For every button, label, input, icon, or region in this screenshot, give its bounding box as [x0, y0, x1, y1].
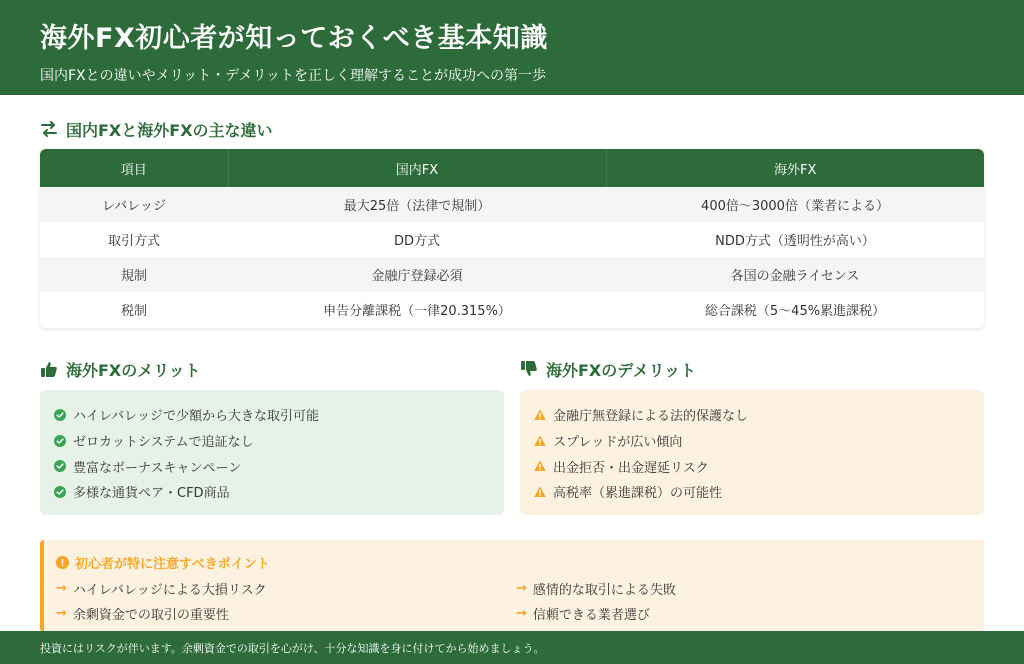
table-cell: レバレッジ	[40, 187, 228, 222]
merit-text: 多様な通貨ペア・CFD商品	[73, 486, 230, 502]
arrow-right-icon: →	[56, 581, 67, 596]
list-item	[54, 453, 504, 479]
page-header	[0, 0, 1024, 95]
table-cell: 規制	[40, 257, 228, 292]
comparison-section-title	[40, 118, 273, 140]
merits-section-title	[40, 358, 201, 380]
list-item	[534, 402, 984, 428]
column-header-item: 項目	[40, 149, 228, 187]
caution-text: ハイレバレッジによる大損リスク	[72, 583, 267, 598]
list-item	[534, 428, 984, 454]
page-footer	[0, 631, 1024, 664]
page-subtitle: 国内FXとの違いやメリット・デメリットを正しく理解することが成功への第一歩	[40, 68, 546, 84]
check-circle-icon	[54, 460, 66, 472]
table-cell: 各国の金融ライセンス	[606, 257, 984, 292]
check-circle-icon	[54, 409, 66, 421]
caution-title	[56, 552, 984, 572]
exclamation-circle-icon	[56, 556, 69, 569]
table-cell: 最大25倍（法律で規制）	[228, 187, 606, 222]
list-item	[54, 479, 504, 505]
list-item	[54, 428, 504, 454]
merits-box	[40, 390, 504, 515]
demerits-title-text: 海外FXのデメリット	[546, 360, 696, 380]
exchange-arrows-icon	[40, 120, 58, 138]
caution-item	[56, 601, 516, 626]
caution-text: 余剰資金での取引の重要性	[72, 608, 229, 623]
comparison-title-text: 国内FXと海外FXの主な違い	[66, 120, 273, 140]
comparison-table-card	[40, 149, 984, 328]
demerit-text: 出金拒否・出金遅延リスク	[553, 460, 709, 476]
merits-title-text: 海外FXのメリット	[66, 360, 201, 380]
comparison-table	[40, 149, 984, 327]
table-cell: 400倍〜3000倍（業者による）	[606, 187, 984, 222]
table-cell: 税制	[40, 292, 228, 327]
caution-item	[516, 601, 976, 626]
merit-text: ゼロカットシステムで追証なし	[73, 435, 254, 451]
arrow-right-icon: →	[516, 606, 527, 621]
list-item	[534, 453, 984, 479]
merit-text: 豊富なボーナスキャンペーン	[73, 460, 242, 476]
table-cell: 総合課税（5〜45%累進課税）	[606, 292, 984, 327]
page-title: 海外FX初心者が知っておくべき基本知識	[40, 23, 548, 54]
thumbs-down-icon	[520, 360, 538, 378]
arrow-right-icon: →	[516, 581, 527, 596]
table-row	[40, 292, 984, 327]
caution-text: 感情的な取引による失敗	[532, 583, 676, 598]
footer-disclaimer: 投資にはリスクが伴います。余剰資金での取引を心がけ、十分な知識を身に付けてから始めましょう。	[40, 641, 545, 655]
warning-triangle-icon	[534, 486, 546, 498]
column-header-domestic: 国内FX	[228, 149, 606, 187]
demerits-section-title	[520, 358, 696, 380]
table-cell: NDD方式（透明性が高い）	[606, 222, 984, 257]
merit-text: ハイレバレッジで少額から大きな取引可能	[73, 409, 319, 425]
caution-title-text: 初心者が特に注意すべきポイント	[75, 556, 270, 572]
demerit-text: 高税率（累進課税）の可能性	[553, 486, 723, 502]
caution-item	[516, 576, 976, 601]
check-circle-icon	[54, 435, 66, 447]
warning-triangle-icon	[534, 435, 546, 447]
column-header-overseas: 海外FX	[606, 149, 984, 187]
table-row	[40, 222, 984, 257]
demerit-text: スプレッドが広い傾向	[553, 435, 683, 451]
check-circle-icon	[54, 486, 66, 498]
warning-triangle-icon	[534, 409, 546, 421]
table-header-row	[40, 149, 984, 187]
caution-text: 信頼できる業者選び	[532, 608, 650, 623]
demerit-text: 金融庁無登録による法的保護なし	[553, 409, 749, 425]
table-cell: DD方式	[228, 222, 606, 257]
thumbs-up-icon	[40, 360, 58, 378]
warning-triangle-icon	[534, 460, 546, 472]
table-cell: 金融庁登録必須	[228, 257, 606, 292]
table-row	[40, 187, 984, 222]
arrow-right-icon: →	[56, 606, 67, 621]
table-cell: 申告分離課税（一律20.315%）	[228, 292, 606, 327]
table-cell: 取引方式	[40, 222, 228, 257]
demerits-box	[520, 390, 984, 515]
list-item	[534, 479, 984, 505]
table-row	[40, 257, 984, 292]
list-item	[54, 402, 504, 428]
caution-item	[56, 576, 516, 601]
caution-box	[40, 540, 984, 632]
